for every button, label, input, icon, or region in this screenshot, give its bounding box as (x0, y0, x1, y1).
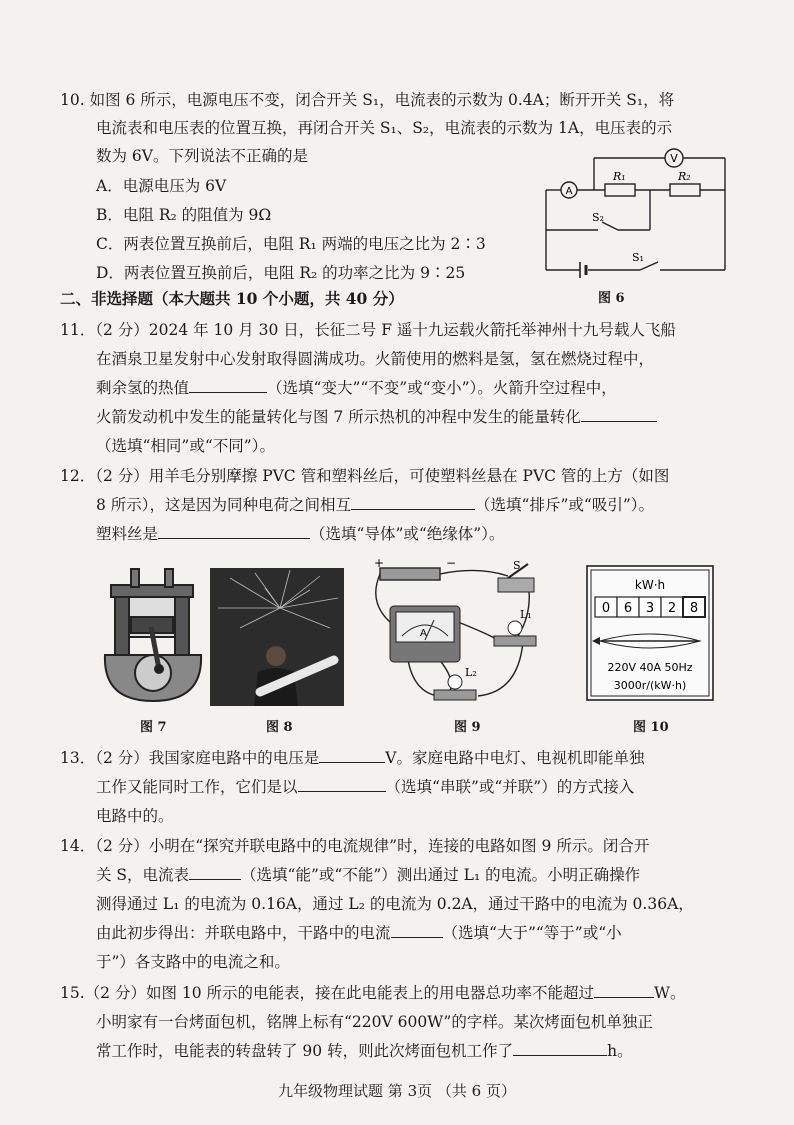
q15-line2: 小明家有一台烤面包机，铭牌上标有“220V 600W”的字样。某次烤面包机单独正 (96, 1013, 653, 1031)
q14-line4: 由此初步得出：并联电路中，干路中的电流 （选填“大于”“等于”或“小 (96, 924, 622, 942)
figure-10-caption: 图 10 (633, 720, 669, 735)
q12-line2: 8 所示），这是因为同种电荷之间相互 （选填“排斥”或“吸引”）。 (96, 496, 654, 514)
meter-digit-4: 2 (667, 601, 677, 616)
figure-8-caption: 图 8 (266, 720, 293, 735)
q10-line3: 数为 6V。下列说法不正确的是 (96, 147, 308, 165)
q11-blank-2[interactable] (581, 407, 657, 422)
figure-7-engine (93, 565, 213, 705)
q14-line2: 关 S，电流表 （选填“能”或“不能”）测出通过 L₁ 的电流。小明正确操作 (96, 866, 641, 884)
meter-revolutions: 3000r/(kW·h) (613, 679, 687, 692)
s1-label: S₁ (632, 251, 644, 264)
q11-line1: 11．（2 分）2024 年 10 月 30 日，长征二号 F 遥十九运载火箭托举神州十九号载人飞船 (60, 321, 676, 339)
figure-9-circuit (368, 556, 568, 707)
q14-line5: 于”）各支路中的电流之和。 (96, 953, 290, 971)
meter-digit-3: 3 (645, 601, 655, 616)
q10-option-d: D．两表位置互换前后，电阻 R₂ 的功率之比为 9∶25 (96, 264, 466, 282)
lamp-l1-label: L₁ (520, 608, 532, 621)
q13-blank-1[interactable] (319, 748, 385, 763)
q10-number: 10. (60, 91, 85, 109)
q13-line1: 13．（2 分）我国家庭电路中的电压是 V。家庭电路中电灯、电视机即能单独 (60, 749, 645, 767)
ammeter-label: A (565, 186, 573, 197)
meter-digit-1: 0 (601, 601, 611, 616)
s2-label: S₂ (592, 211, 604, 224)
figure-6-circuit (540, 148, 740, 278)
r1-label: R₁ (613, 170, 626, 183)
q12-line1: 12．（2 分）用羊毛分别摩擦 PVC 管和塑料丝后，可使塑料丝悬在 PVC 管的上方（如图 (60, 467, 670, 485)
figure-9-caption: 图 9 (454, 720, 481, 735)
q15-blank-2[interactable] (513, 1041, 607, 1056)
q10-option-b: B．电阻 R₂ 的阻值为 9Ω (96, 206, 272, 224)
figure-10-energy-meter (586, 565, 714, 701)
q14-blank-2[interactable] (391, 923, 443, 938)
q15-line3: 常工作时，电能表的转盘转了 90 转，则此次烤面包机工作了 h。 (96, 1042, 633, 1060)
meter-spec: 220V 40A 50Hz (607, 661, 693, 674)
figure-6-caption: 图 6 (598, 291, 625, 306)
battery-minus-label: − (446, 556, 457, 570)
q14-line1: 14．（2 分）小明在“探究并联电路中的电流规律”时，连接的电路如图 9 所示。闭合开 (60, 837, 650, 855)
q12-line3: 塑料丝是 （选填“导体”或“绝缘体”）。 (96, 525, 505, 543)
q15-blank-1[interactable] (594, 983, 654, 998)
q11-line2: 在酒泉卫星发射中心发射取得圆满成功。火箭使用的燃料是氢，氢在燃烧过程中， (96, 350, 655, 368)
meter-digit-2: 6 (623, 601, 633, 616)
lamp-l2-label: L₂ (465, 666, 477, 679)
q10-line1: 10. 如图 6 所示，电源电压不变，闭合开关 S₁，电流表的示数为 0.4A；断开开关 S₁，将 (60, 91, 675, 109)
figure-7-caption: 图 7 (140, 720, 167, 735)
q10-option-a: A．电源电压为 6V (96, 177, 227, 195)
person-head-icon (266, 646, 286, 666)
ammeter-face-label: A (420, 628, 427, 639)
q12-blank-1[interactable] (351, 495, 475, 510)
r2-label: R₂ (678, 170, 691, 183)
meter-unit: kW·h (634, 578, 666, 592)
page-footer: 九年级物理试题 第 3页 （共 6 页） (278, 1082, 516, 1100)
q15-line1: 15.（2 分）如图 10 所示的电能表，接在此电能表上的用电器总功率不能超过 W。 (60, 984, 686, 1002)
q11-blank-1[interactable] (189, 378, 267, 393)
q14-blank-1[interactable] (189, 865, 241, 880)
q13-line2: 工作又能同时工作，它们是以 （选填“串联”或“并联”）的方式接入 (96, 778, 635, 796)
switch-s-label: S (513, 559, 521, 572)
q12-blank-2[interactable] (158, 524, 310, 539)
q11-line3: 剩余氢的热值 （选填“变大”“不变”或“变小”）。火箭升空过程中， (96, 379, 617, 397)
battery-plus-label: + (374, 556, 385, 570)
q10-option-c: C．两表位置互换前后，电阻 R₁ 两端的电压之比为 2∶3 (96, 235, 486, 253)
section-2-heading: 二、非选择题（本大题共 10 个小题，共 40 分） (60, 289, 404, 308)
q13-line3: 电路中的。 (96, 807, 174, 825)
voltmeter-label: V (670, 152, 678, 165)
meter-digit-5: 8 (689, 601, 699, 616)
q13-blank-2[interactable] (298, 777, 386, 792)
figure-8-photo (210, 568, 344, 706)
q10-line2: 电流表和电压表的位置互换，再闭合开关 S₁、S₂，电流表的示数为 1A，电压表的示 (96, 119, 673, 137)
q11-line4: 火箭发动机中发生的能量转化与图 7 所示热机的冲程中发生的能量转化 (96, 407, 657, 427)
q14-line3: 测得通过 L₁ 的电流为 0.16A，通过 L₂ 的电流为 0.2A，通过干路中的电流为 0.36A， (96, 895, 694, 913)
q11-line5: （选填“相同”或“不同”）。 (96, 437, 275, 455)
